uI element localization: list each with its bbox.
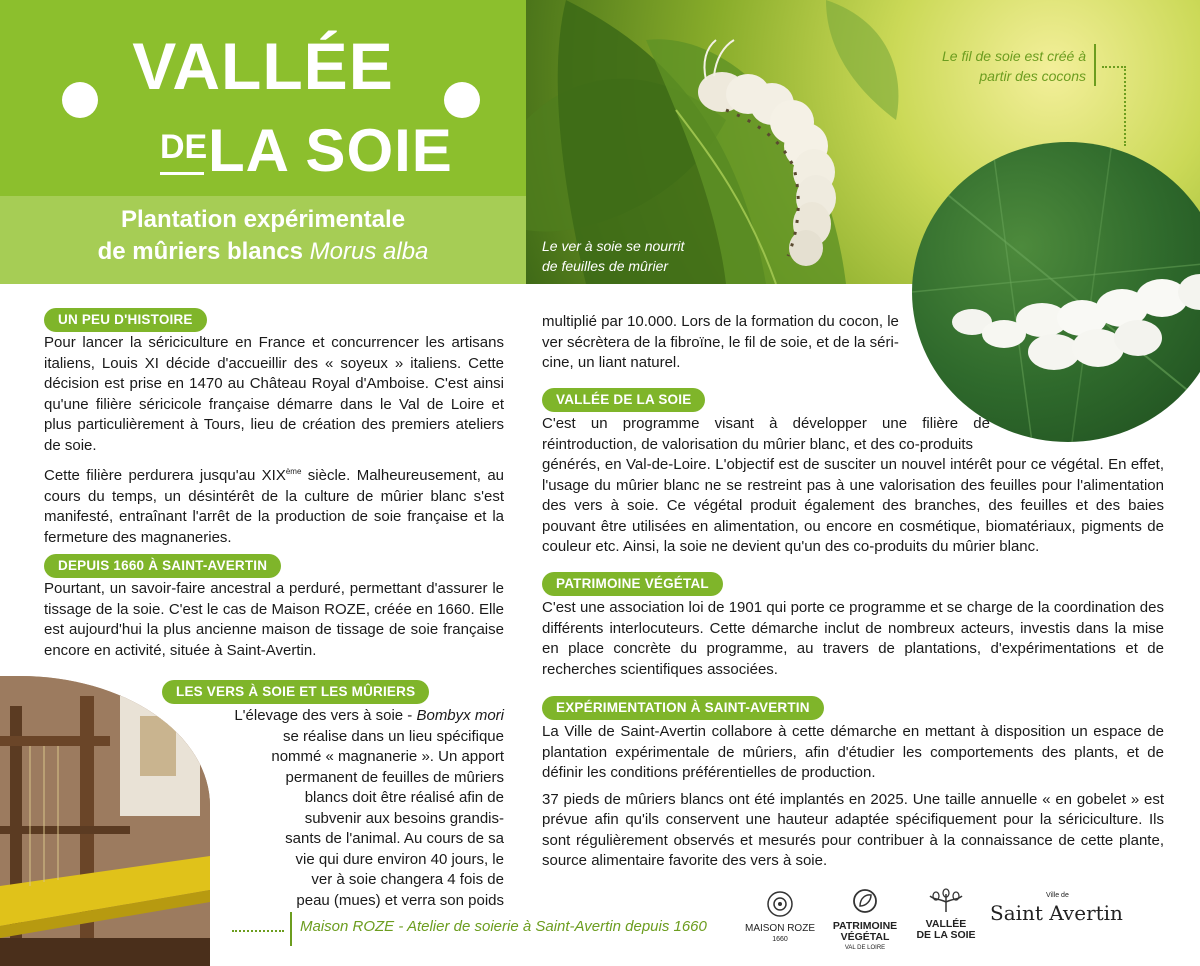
callout-bar [1094,44,1096,86]
vers-line-10: peau (mues) et verra son poids [296,891,504,909]
histoire-p2-start: Cette filière perdurera jusqu'au XIX [44,467,286,484]
cocoon-callout-line2: partir des cocons [979,68,1086,84]
experimentation-paragraph-1: La Ville de Saint-Avertin collabore à cette démarche en mettant à disposition un espace de plantation expérimentale de mûriers, afin d'étudier les comportements des plants, et de définir les conditions préférentielles de production. [542,723,1164,781]
section-title-vers: LES VERS À SOIE ET LES MÛRIERS [162,680,429,704]
vers-cont-line-2: ver sécrètera de la fibroïne, le fil de soie, et de la séri- [542,333,899,351]
vers-cont-line-1: multiplié par 10.000. Lors de la formation du cocon, le [542,313,899,330]
experimentation-paragraph-2: 37 pieds de mûriers blancs ont été implantés en 2025. Une taille annuelle « en gobelet » est prévue afin qu'ils conservent une hauteur adaptée spécifiquement pour la sériciculture. Ils sont régulièrement observés et mesurés pour contribuer à la connaissance de cette plante, source alimentaire favorite des vers à soie. [542,790,1164,869]
cocoons-illustration [912,142,1200,442]
section-title-vallee: VALLÉE DE LA SOIE [542,388,705,412]
vallee-logo-line1: VALLÉE [925,918,967,930]
callout-dotted-connector [1102,66,1126,146]
section-title-experimentation: EXPÉRIMENTATION À SAINT-AVERTIN [542,696,824,720]
page-subtitle [0,204,526,268]
vers-line-2: se réalise dans un lieu spécifique [283,727,504,745]
vers-cont-line-3: cine, un liant naturel. [542,354,681,371]
footer-bar [290,912,292,946]
section-body-histoire [44,333,504,554]
cocoon-callout [900,46,1086,86]
section-body-vallee [542,414,1164,558]
section-title-histoire: UN PEU D'HISTOIRE [44,308,207,332]
subtitle-line2 [0,236,526,268]
histoire-paragraph-1: Pour lancer la sériciculture en France et concurrencer les artisans italiens, Louis XI décide d'accueillir des « soyeux » italiens. Cette décision est prise en 1470 au Château Royal d'Amboise. C'est ainsi qu'une filière séricicole française démarre dans le Val de Loire et plus particulièrement à Tours, lieu de création des premiers ateliers de soie. [44,334,504,454]
mulberry-branch-icon [926,888,966,914]
title-de-underline [160,172,204,175]
patrimoine-logo-line2: VÉGÉTAL [840,931,890,943]
vers-latin-name: Bombyx mori [416,707,504,724]
leaf-icon [852,888,878,916]
depuis1660-paragraph: Pourtant, un savoir-faire ancestral a perduré, permettant d'assurer le tissage de la soie. C'est le cas de Maison ROZE, créée en 1660. Elle est aujourd'hui la plus ancienne maison de tissage de soie française encore en activité, située à Saint-Avertin. [44,580,504,659]
logo-vallee-de-la-soie [912,888,980,941]
section-title-depuis1660: DEPUIS 1660 À SAINT-AVERTIN [44,554,281,578]
page-title-line2: LA SOIE [208,117,453,184]
cocoons-photo [912,142,1200,442]
footer-dotted-connector [232,930,284,932]
silkworm-caption-line1: Le ver à soie se nourrit [542,238,685,254]
logo-patrimoine-vegetal [826,888,904,954]
vers-line-9: ver à soie changera 4 fois de [311,871,504,888]
ville-logo-name: Saint Avertin [990,901,1123,925]
vers-line-5: blancs doit être réalisé afin de [304,789,504,806]
vers-line-4: permanent de feuilles de mûriers [285,768,504,786]
vallee-line-1: C'est un programme visant à développer une filière de [542,415,990,432]
vers-line-7: sants de l'animal. Au cours de sa [285,830,504,847]
loom-photo-caption: Maison ROZE - Atelier de soierie à Saint-Avertin depuis 1660 [300,918,707,935]
section-body-experimentation [542,722,1164,878]
silkworm-caption-line2: de feuilles de mûrier [542,258,669,274]
vers-line-8: vie qui dure environ 40 jours, le [295,850,504,868]
histoire-p2-end: siècle. Malheureusement, au cours du temps, un désintérêt de la culture de mûrier blanc s'est manifesté, entraînant l'arrêt de la production de soie française et la fermeture des magnaneries. [44,467,505,546]
maison-roze-year: 1660 [772,936,788,943]
subtitle-line2-main: de mûriers blancs [97,238,303,265]
histoire-p2-sup: ème [285,467,302,476]
section-body-vers-continued [542,312,922,374]
vallee-logo-line2: DE LA SOIE [916,929,976,941]
page-title-line1: VALLÉE [132,29,394,103]
vers-line-1-start: L'élevage des vers à soie - [234,707,417,724]
histoire-paragraph-2 [44,462,504,548]
rose-icon [765,890,795,918]
vers-line-1 [212,706,504,727]
maison-roze-name: MAISON ROZE [744,923,815,934]
subtitle-latin-name: Morus alba [309,238,429,265]
section-body-vers-left [212,706,504,911]
cocoon-callout-line1: Le fil de soie est créé à [942,48,1086,64]
section-title-patrimoine: PATRIMOINE VÉGÉTAL [542,572,723,596]
vers-line-6: subvenir aux besoins grandis- [304,809,504,827]
vers-line-3: nommé « magnanerie ». Un apport [271,748,504,765]
section-body-depuis1660 [44,579,504,667]
logo-ville-saint-avertin [990,890,1124,925]
vallee-rest: générés, en Val-de-Loire. L'objectif est de susciter un nouvel intérêt pour ce végétal. En effet, l'usage du mûrier blanc ne se restreint pas à une valorisation des feuilles pour l'alimentation des vers à soie. Ce végétal produit également des branches, des feuilles et des baies pouvant être utilisées en alimentation, ou encore en cosmétique, biomatériaux, pigments de couleur etc. Ainsi, la soie ne devient qu'un des co-produits du mûrier blanc. [542,456,1164,555]
vallee-line-2: réintroduction, de valorisation du mûrier blanc, et des co-produits [542,435,974,453]
patrimoine-paragraph: C'est une association loi de 1901 qui porte ce programme et se charge de la coordination des différents interlocuteurs. Cette démarche inclut de nombreux acteurs, investis dans la mise en place concrète du programme, au travers de plantations, d'expérimentations et de recherches scientifiques associées. [542,599,1164,678]
silkworm-caption [542,236,684,276]
loom-photo [0,676,210,966]
patrimoine-logo-line3: VAL DE LOIRE [844,945,886,951]
ville-logo-small: Ville de [1046,892,1069,899]
logo-maison-roze [740,890,820,945]
loom-illustration [0,676,210,966]
subtitle-line1: Plantation expérimentale [120,206,406,233]
page-title-de: DE [160,128,208,166]
section-body-patrimoine [542,598,1164,686]
patrimoine-logo-line1: PATRIMOINE [832,920,898,932]
